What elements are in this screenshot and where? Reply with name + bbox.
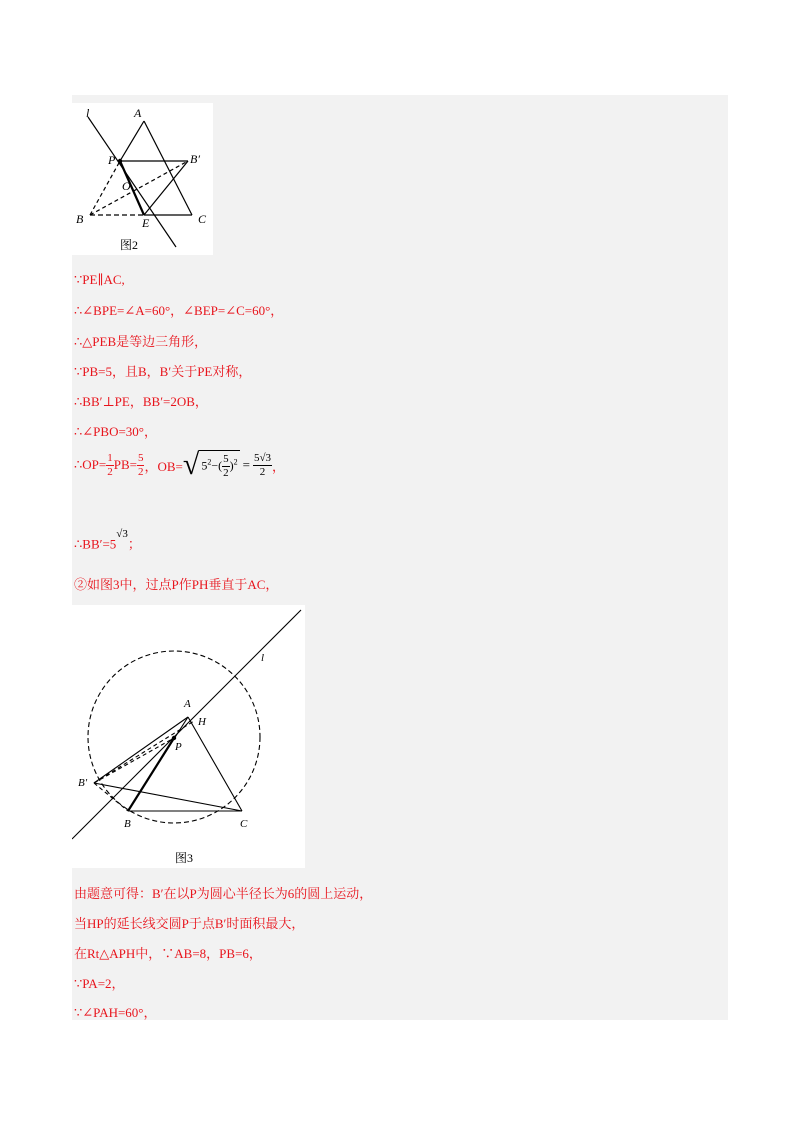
fraction-one-half (106, 452, 114, 479)
segment-ac (144, 121, 192, 215)
fraction-five-halves (137, 452, 145, 479)
solution-line-1: ∵PE∥AC, (74, 272, 125, 287)
bb-suffix: ； (127, 536, 141, 552)
figure-2-caption: 图2 (120, 238, 139, 252)
segment-ac (188, 717, 242, 811)
fraction-denominator: 2 (107, 465, 113, 478)
radical-sign: √ (182, 448, 200, 481)
segment-b-prime-e (144, 161, 188, 215)
label-p: P (108, 153, 116, 167)
label-b-prime: B′ (190, 152, 200, 166)
point-p (172, 736, 176, 740)
fraction-result (253, 452, 272, 479)
segment-b-prime-b (94, 783, 128, 811)
math-suffix: ， (272, 458, 286, 474)
solution-line-bb (74, 528, 141, 552)
radicand-exponent: 2 (207, 457, 212, 467)
segment-b-prime-c (94, 783, 242, 811)
label-e: E (142, 216, 150, 230)
segment-ap (120, 121, 144, 161)
figure-3 (72, 605, 305, 868)
part-2-heading: ②如图3中，过点P作PH垂直于AC， (74, 577, 279, 592)
figure-3-diagram (72, 605, 305, 868)
label-c: C (198, 212, 207, 226)
solution-line-11: ∵∠PAH=60°， (74, 1005, 157, 1020)
label-a: A (134, 106, 142, 120)
label-l: l (86, 106, 90, 120)
label-a: A (184, 698, 191, 710)
fraction-denominator: 2 (223, 467, 229, 479)
radicand (199, 450, 239, 480)
label-h: H (198, 716, 206, 728)
solution-line-9: 在Rt△APH中，∵AB=8，PB=6， (74, 946, 262, 961)
solution-line-5: ∴BB′⊥PE，BB′=2OB， (74, 394, 208, 409)
radical-expression (183, 450, 240, 480)
fraction-denominator: 2 (259, 465, 266, 478)
radicand-exponent-2: 2 (233, 457, 238, 467)
point-p (118, 159, 122, 163)
figure-3-caption: 图3 (175, 851, 194, 865)
math-equals: = (242, 457, 250, 472)
figure-2-diagram (72, 103, 213, 255)
label-b: B (124, 818, 131, 830)
math-line-op-ob (74, 450, 285, 496)
label-c: C (240, 818, 248, 830)
radicand-close: ) (229, 458, 234, 473)
solution-line-3: ∴△PEB是等边三角形， (74, 334, 208, 349)
fraction-numerator: 5 (223, 453, 229, 465)
fraction-numerator: 5√3 (253, 451, 271, 464)
solution-line-4: ∵PB=5，且B，B′关于PE对称， (74, 364, 252, 379)
math-mid-1: PB= (113, 457, 137, 472)
fraction-numerator: 1 (107, 451, 113, 464)
label-b: B (76, 212, 84, 226)
solution-line-2: ∴∠BPE=∠A=60°，∠BEP=∠C=60°， (74, 303, 284, 318)
bb-prefix: ∴BB′=5 (74, 536, 117, 552)
fraction-numerator: 5 (137, 451, 144, 464)
solution-line-10: ∵PA=2， (74, 976, 125, 991)
solution-line-6: ∴∠PBO=30°， (74, 424, 157, 439)
radicand-base: 5 (201, 458, 208, 473)
radicand-minus: −( (211, 458, 223, 473)
line-l (88, 117, 176, 247)
label-l: l (261, 652, 265, 664)
label-o: O (122, 179, 131, 193)
figure-2 (72, 103, 213, 255)
bb-sqrt: √3 (116, 528, 128, 540)
solution-line-8: 当HP的延长线交圆P于点B′时面积最大， (74, 916, 305, 931)
math-mid-2: ，OB= (144, 458, 183, 474)
label-p: P (175, 741, 182, 753)
radicand-fraction (222, 453, 230, 480)
segment-b-prime-a (94, 717, 188, 783)
label-b-prime: B′ (78, 777, 88, 789)
math-prefix: ∴OP= (74, 457, 107, 472)
solution-line-7: 由题意可得：B′在以P为圆心半径长为6的圆上运动， (74, 886, 373, 901)
fraction-denominator: 2 (137, 465, 144, 478)
segment-pb (128, 738, 174, 811)
line-l (72, 610, 301, 839)
